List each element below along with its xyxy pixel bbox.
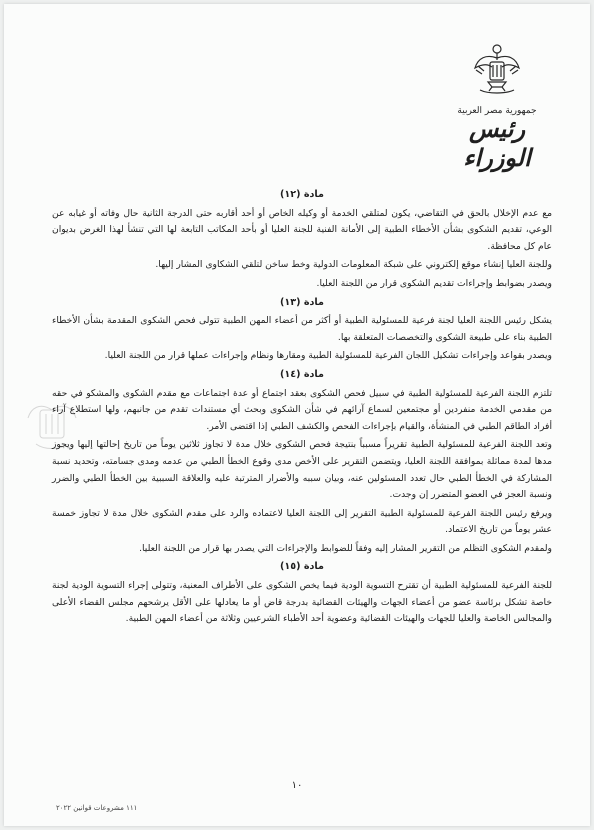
article-heading: مادة (١٣)	[280, 296, 324, 308]
article-13	[52, 295, 552, 365]
article-paragraph: مع عدم الإخلال بالحق في التقاضي، يكون لمتلقي الخدمة أو وكيله الخاص أو أحد أقاربه حتى الدرجة الثانية حال وفاته أو غيابه عن الوعي، تقديم الشكوى بشأن الأخطاء الطبية إلى الأمانة الفنية للجنة العليا أو بأحد المكاتب التابعة لها التي تنشأ لهذا الغرض بديوان عام كل محافظة.	[52, 207, 552, 252]
article-heading: مادة (١٢)	[280, 189, 324, 200]
article-paragraph: تلتزم اللجنة الفرعية للمسئولية الطبية في سبيل فحص الشكوى بعقد اجتماع أو عدة اجتماعات مع مقدم الشكوى والمشكو في حقه من مقدمي الخدمة منفردين أو مجتمعين لسماع آرائهم في شأن الشكوى وبحث أي مستندات تقدم من جانبهم، ولها استطلاع آراء أفراد الطاقم الطبي في المنشأة، والقيام بإجراءات الفحص والكشف الطبي إذا اقتضى الأمر.	[52, 387, 552, 432]
article-heading: مادة (١٥)	[280, 561, 324, 573]
article-paragraph: يشكل رئيس اللجنة العليا لجنة فرعية للمسئولية الطبية أو أكثر من أعضاء المهن الطبية تتولى فحص الشكوى المقدمة بشأن الأخطاء الطبية بناء على طبيعة الشكوى والتخصصات المتعلقة بها.	[52, 315, 552, 343]
article-paragraph: وللجنة العليا إنشاء موقع إلكتروني على شبكة المعلومات الدولية وخط ساخن لتلقي الشكاوى المشار إليها.	[155, 259, 552, 271]
article-paragraph: ويصدر بضوابط وإجراءات تقديم الشكوى قرار من اللجنة العليا.	[316, 277, 552, 289]
document-body	[52, 186, 552, 630]
letterhead	[442, 40, 552, 172]
article-paragraph: ويرفع رئيس اللجنة الفرعية للمسئولية الطبية التقرير إلى اللجنة العليا لاعتماده والرد على مقدم الشكوى خلال مدة لا تجاوز خمسة عشر يوماً من تاريخ الاعتماد.	[52, 507, 552, 536]
article-paragraph: للجنة الفرعية للمسئولية الطبية أن تقترح التسوية الودية فيما يخص الشكوى على الأطراف المعنية، وتتولى إجراء التسوية الودية لجنة خاصة تشكل برئاسة عضو من أعضاء الجهات والهيئات القضائية بدرجة قاض أو ما يعادلها على الأقل يرشحهم مجلس القضاء الأعلى والمجالس الخاصة والعليا للجهات والهيئات القضائية وعضوية أحد الأطباء الشرعيين وثلاثة من أعضاء المهن الطبية.	[52, 580, 552, 625]
article-15	[52, 559, 552, 627]
eagle-emblem-icon	[472, 40, 522, 98]
article-paragraph: ويصدر بقواعد وإجراءات تشكيل اللجان الفرعية للمسئولية الطبية ومقارها ونظام وإجراءات عملها قرار من اللجنة العليا.	[104, 350, 552, 362]
article-paragraph: ولمقدم الشكوى التظلم من التقرير المشار إليه وفقاً للضوابط والإجراءات التي يصدر بها قرار من اللجنة العليا.	[139, 542, 552, 554]
article-12	[52, 187, 552, 293]
article-paragraph: وتعد اللجنة الفرعية للمسئولية الطبية تقريراً مسبباً بنتيجة فحص الشكوى خلال مدة لا تجاوز ثلاثين يوماً من تاريخ إحالتها إليها ويجوز مدها لمدة مماثلة بموافقة اللجنة العليا، ويتضمن التقرير على الأخص مدى وقوع الخطأ الطبي من عدمه ومدى جسامته، وتحديد نسبة المشاركة في الخطأ الطبي حال تعدد المسئولين عنه، وبيان سببه والأضرار المترتبة عليه والعلاقة السببية بين الخطأ الطبي والضرر ونسبة العجز في العضو المتضرر إن وجدت.	[52, 439, 552, 501]
office-title: رئيس الوزراء	[463, 114, 531, 172]
footer-note: ١١١ مشروعات قوانين ٢٠٢٢	[56, 804, 138, 812]
article-14	[52, 367, 552, 558]
republic-name: جمهورية مصر العربية	[457, 106, 537, 116]
document-page	[4, 4, 590, 826]
page-number: ١٠	[291, 780, 303, 791]
article-heading: مادة (١٤)	[280, 368, 324, 380]
